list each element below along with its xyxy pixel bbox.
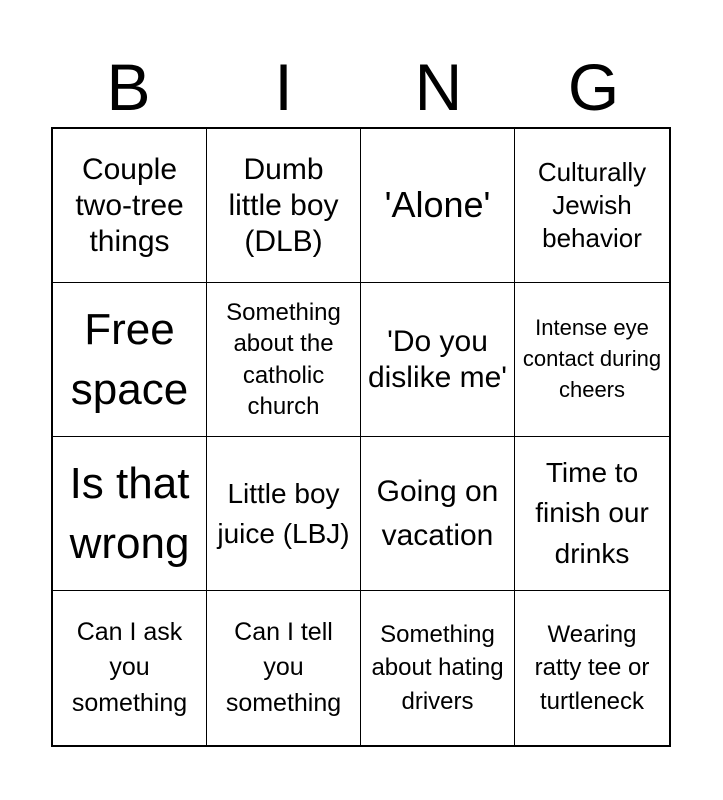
bingo-cell-text: 'Alone'	[384, 184, 491, 226]
bingo-board	[51, 127, 671, 747]
bingo-cell[interactable]	[53, 437, 207, 591]
bingo-cell[interactable]	[361, 437, 515, 591]
bingo-cell-text: Something about the catholic church	[226, 299, 341, 420]
bingo-cell-text: Going on vacation	[376, 475, 499, 552]
bingo-cell-text: Time to finish our drinks	[535, 456, 649, 569]
bingo-cell-text: Intense eye contact during cheers	[522, 315, 662, 402]
bingo-cell[interactable]	[53, 283, 207, 437]
header-letter-b: B	[106, 50, 151, 124]
bingo-cell-text: Free space	[70, 305, 189, 414]
bingo-cell-text: Is that wrong	[69, 459, 190, 568]
bingo-cell[interactable]	[207, 129, 361, 283]
bingo-cell[interactable]	[207, 437, 361, 591]
bingo-cell-text: Dumb little boy (DLB)	[228, 152, 339, 258]
bingo-cell-text: Can I ask you something	[71, 617, 188, 717]
header-letter-g: G	[567, 50, 620, 124]
bingo-cell-text: Something about hating drivers	[371, 621, 504, 715]
bingo-cell[interactable]	[207, 591, 361, 745]
bingo-cell[interactable]	[53, 129, 207, 283]
bingo-cell[interactable]	[515, 129, 669, 283]
bingo-cell[interactable]	[53, 591, 207, 745]
bingo-cell[interactable]	[515, 437, 669, 591]
bingo-cell[interactable]	[361, 591, 515, 745]
bingo-cell-text: Culturally Jewish behavior	[537, 156, 647, 254]
bingo-cell-text: Can I tell you something	[225, 617, 342, 717]
bingo-cell-text: Couple two-tree things	[75, 152, 184, 258]
bingo-cell-text: Wearing ratty tee or turtleneck	[534, 621, 650, 715]
bingo-cell[interactable]	[361, 283, 515, 437]
header-letter-i: I	[274, 50, 293, 124]
bingo-cell[interactable]	[207, 283, 361, 437]
bingo-cell[interactable]	[515, 283, 669, 437]
bingo-cell[interactable]	[515, 591, 669, 745]
header-letter-n: N	[414, 50, 463, 124]
bingo-cell[interactable]	[361, 129, 515, 283]
bingo-cell-text: Little boy juice (LBJ)	[217, 478, 350, 549]
bingo-header	[51, 48, 671, 126]
bingo-cell-text: 'Do you dislike me'	[367, 324, 508, 394]
